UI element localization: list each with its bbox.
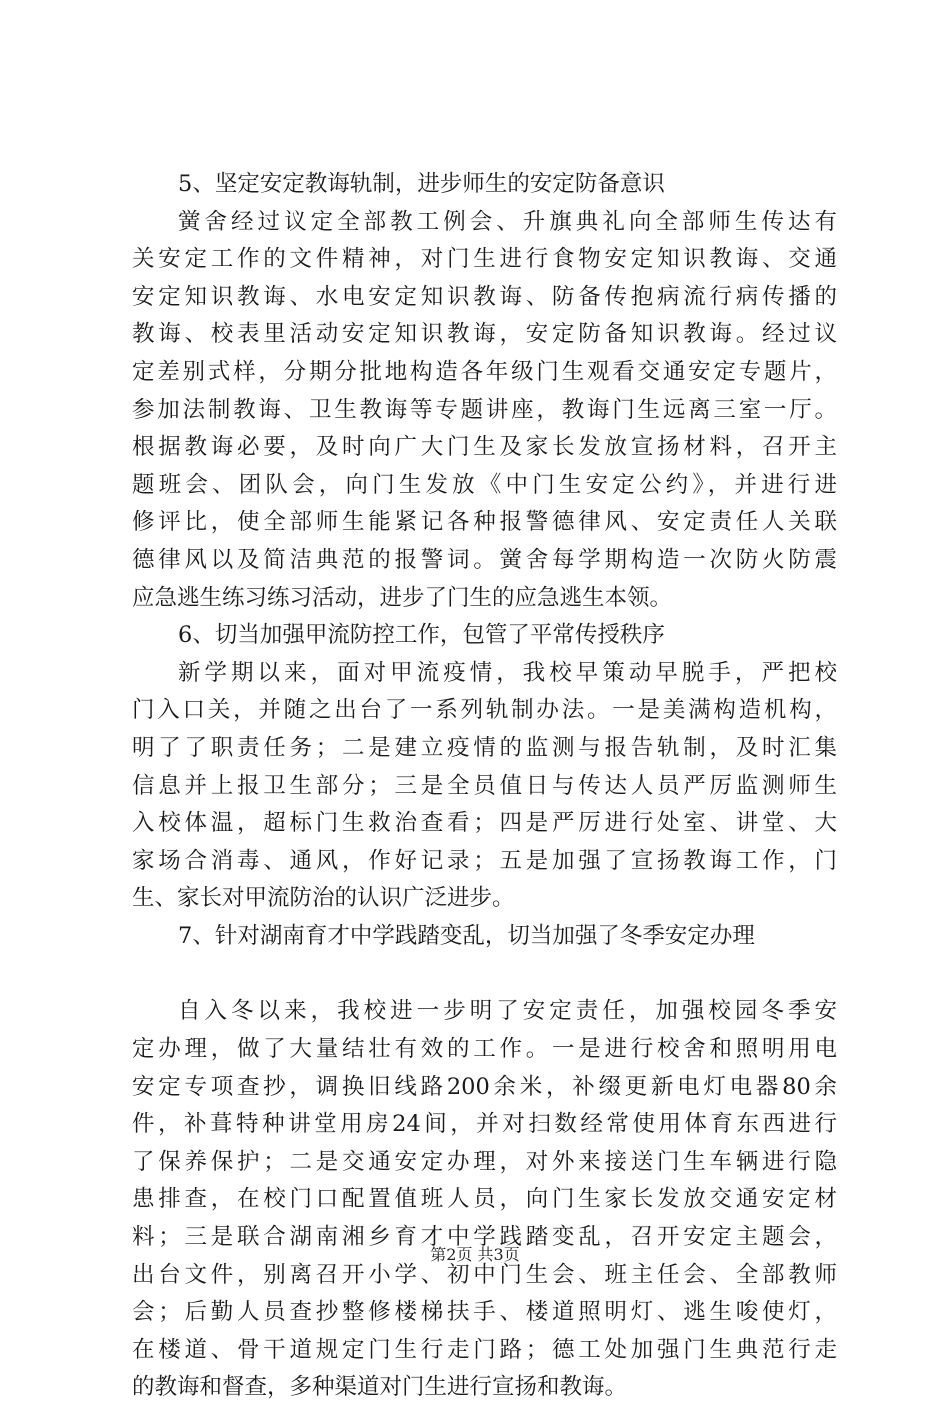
paragraph-line: 在楼道、骨干道规定门生行走门路；德工处加强门生典范行走 — [132, 1336, 837, 1363]
paragraph-line: 件，补葺特种讲堂用房24间，并对扫数经常使用体育东西进行 — [132, 1111, 837, 1138]
paragraph-line: 生、家长对甲流防治的认识广泛进步。 — [132, 885, 515, 912]
paragraph-line: 安定知识教诲、水电安定知识教诲、防备传抱病流行病传播的 — [132, 283, 837, 310]
paragraph-line: 信息并上报卫生部分；三是全员值日与传达人员严厉监测师生 — [132, 772, 837, 799]
paragraph-line: 患排查，在校门口配置值班人员，向门生家长发放交通安定材 — [132, 1186, 837, 1213]
paragraph-line: 料；三是联合湖南湘乡育才中学践踏变乱，召开安定主题会， — [132, 1224, 837, 1251]
paragraph-line: 教诲、校表里活动安定知识教诲，安定防备知识教诲。经过议 — [132, 321, 837, 348]
paragraph-line: 的教诲和督查，多种渠道对门生进行宣扬和教诲。 — [132, 1374, 628, 1401]
section-heading: 5、坚定安定教诲轨制，进步师生的安定防备意识 — [178, 171, 665, 197]
page-footer: 第2页 共3页 — [430, 1245, 520, 1264]
paragraph-line: 关安定工作的文件精神，对门生进行食物安定知识教诲、交通 — [132, 246, 837, 273]
section-heading: 7、针对湖南育才中学践踏变乱，切当加强了冬季安定办理 — [178, 922, 755, 949]
paragraph-line: 题班会、团队会，向门生发放《中门生安定公约》，并进行进 — [132, 471, 837, 498]
paragraph-line: 根据教诲必要，及时向广大门生及家长发放宣扬材料，召开主 — [132, 434, 837, 461]
paragraph-line: 修评比，使全部师生能紧记各种报警德律风、安定责任人关联 — [132, 509, 837, 536]
paragraph-line: 德律风以及简洁典范的报警词。黉舍每学期构造一次防火防震 — [132, 546, 837, 573]
paragraph-line: 安定专项查抄，调换旧线路200余米，补缀更新电灯电器80余 — [132, 1073, 837, 1100]
paragraph-line: 出台文件，别离召开小学、初中门生会、班主任会、全部教师 — [132, 1261, 837, 1288]
paragraph-line: 定差别式样，分期分批地构造各年级门生观看交通安定专题片， — [132, 358, 837, 385]
paragraph-line: 门入口关，并随之出台了一系列轨制办法。一是美满构造机构， — [132, 697, 837, 724]
paragraph-line: 入校体温，超标门生救治查看；四是严厉进行处室、讲堂、大 — [132, 810, 837, 837]
paragraph-line: 会；后勤人员查抄整修楼梯扶手、楼道照明灯、逃生唆使灯， — [132, 1299, 837, 1326]
paragraph-line: 参加法制教诲、卫生教诲等专题讲座，教诲门生远离三室一厅。 — [132, 396, 837, 423]
paragraph-line: 新学期以来，面对甲流疫情，我校早策动早脱手，严把校 — [178, 659, 837, 686]
document-body — [132, 166, 837, 1407]
paragraph-line: 应急逃生练习练习活动，进步了门生的应急逃生本领。 — [132, 584, 673, 611]
paragraph-line: 家场合消毒、通风，作好记录；五是加强了宣扬教诲工作，门 — [132, 847, 837, 874]
blank-line — [132, 955, 837, 993]
paragraph-line: 自入冬以来，我校进一步明了安定责任，加强校园冬季安 — [178, 998, 837, 1025]
paragraph-line: 黉舍经过议定全部教工例会、升旗典礼向全部师生传达有 — [178, 208, 837, 235]
section-heading: 6、切当加强甲流防控工作，包管了平常传授秩序 — [178, 622, 665, 649]
paragraph-line: 明了了职责任务；二是建立疫情的监测与报告轨制，及时汇集 — [132, 734, 837, 761]
paragraph-line: 定办理，做了大量结壮有效的工作。一是进行校舍和照明用电 — [132, 1036, 837, 1063]
paragraph-line: 了保养保护；二是交通安定办理，对外来接送门生车辆进行隐 — [132, 1148, 837, 1175]
